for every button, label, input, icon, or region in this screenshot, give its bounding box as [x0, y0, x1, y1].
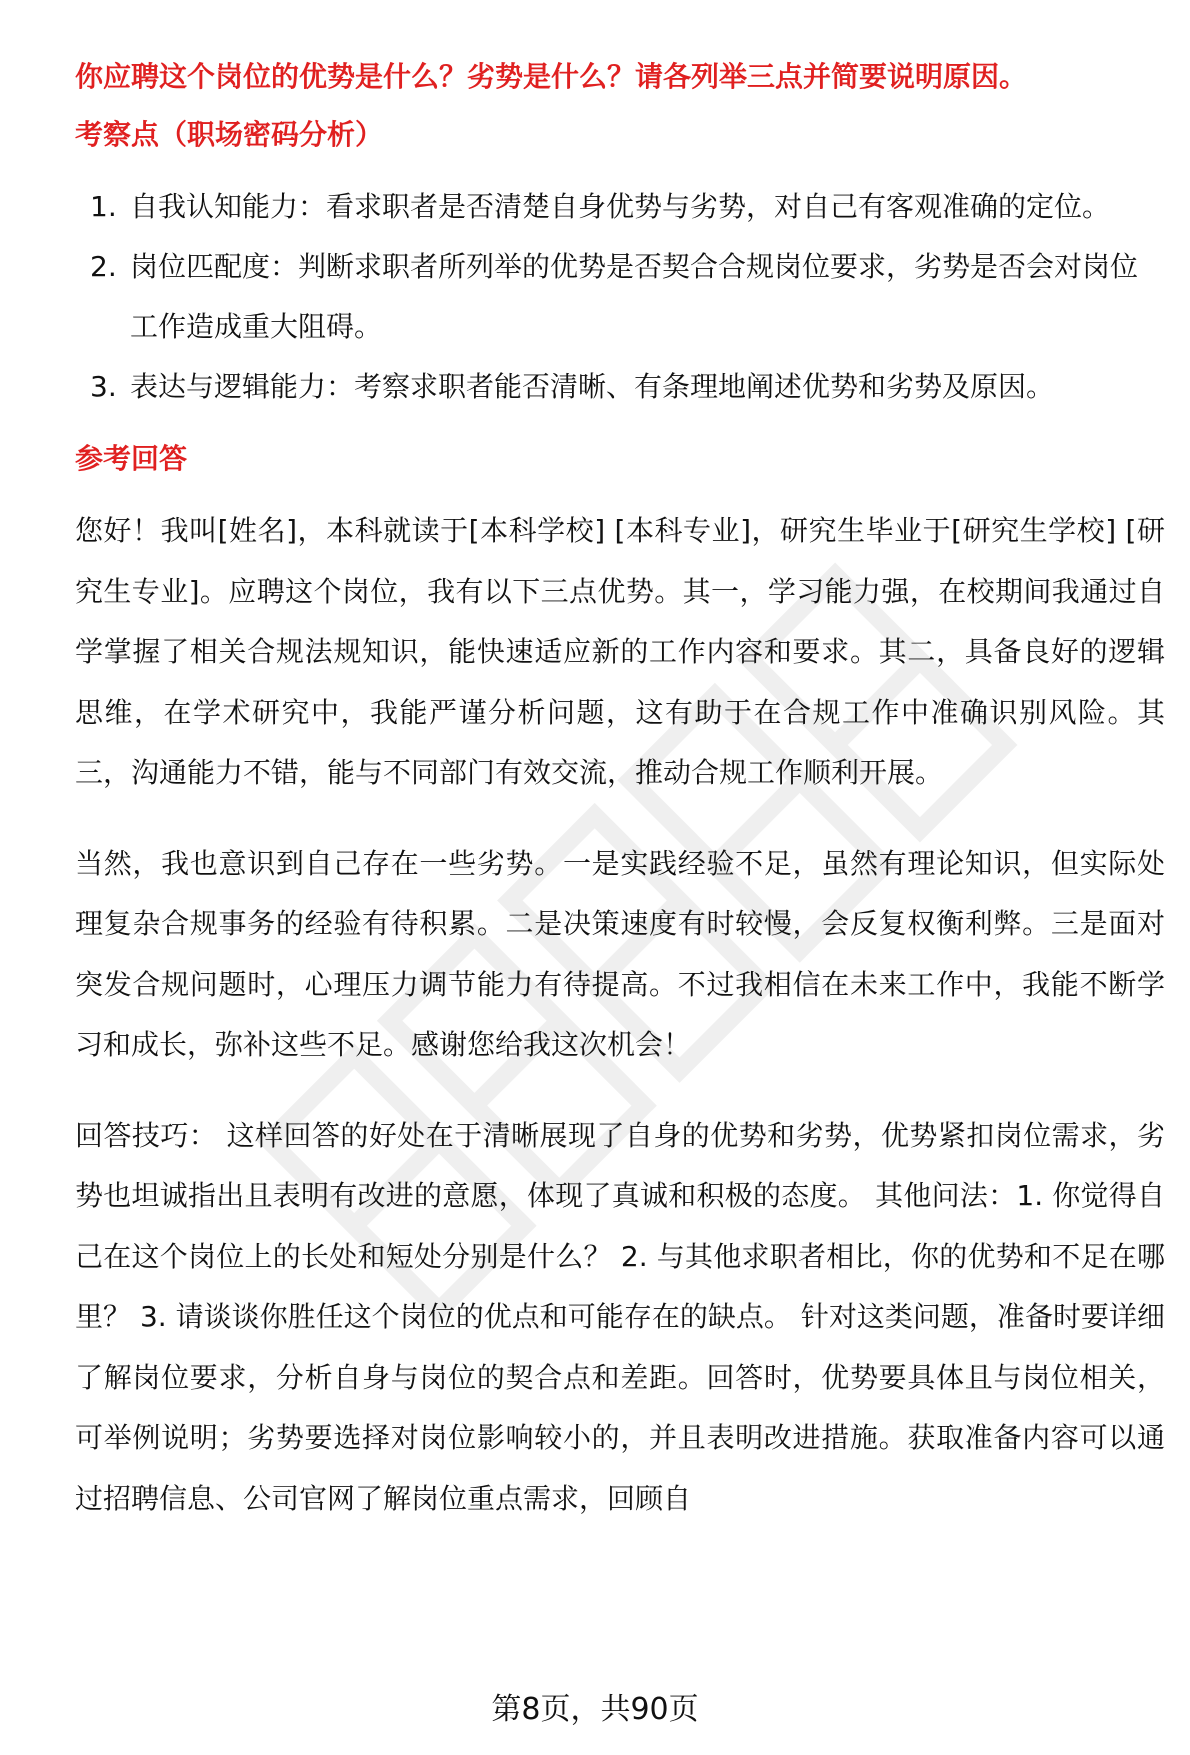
answer-section-title: 参考回答	[75, 442, 188, 475]
exam-point	[75, 357, 1165, 417]
exam-point-text: 表达与逻辑能力：考察求职者能否清晰、有条理地阐述优势和劣势及原因。	[130, 370, 1055, 403]
exam-point-number: 1.	[90, 190, 117, 223]
answer-paragraph-strengths: 您好！我叫[姓名]，本科就读于[本科学校] [本科专业]，研究生毕业于[研究生学校] [研究生专业]。应聘这个岗位，我有以下三点优势。其一，学习能力强，在校期间我通过自学掌握了相关合规法规知识，能快速适应新的工作内容和要求。其二，具备良好的逻辑思维，在学术研究中，我能严谨分析问题，这有助于在合规工作中准确识别风险。其三，沟通能力不错，能与不同部门有效交流，推动合规工作顺利开展。	[75, 514, 1165, 789]
exam-point-number: 3.	[90, 370, 117, 403]
page-number-footer: 第8页，共90页	[491, 1692, 699, 1727]
exam-point	[75, 177, 1165, 237]
exam-section-title: 考察点（职场密码分析）	[75, 118, 384, 151]
question-title: 你应聘这个岗位的优势是什么？劣势是什么？请各列举三点并简要说明原因。	[75, 60, 1028, 93]
document-page	[75, 55, 1165, 1559]
answer-tips-paragraph: 回答技巧： 这样回答的好处在于清晰展现了自身的优势和劣势，优势紧扣岗位需求，劣势也坦诚指出且表明有改进的意愿，体现了真诚和积极的态度。 其他问法：1. 你觉得自己在这个岗位上的长处和短处分别是什么？ 2. 与其他求职者相比，你的优势和不足在哪里？ 3. 请谈谈你胜任这个岗位的优点和可能存在的缺点。 针对这类问题，准备时要详细了解岗位要求，分析自身与岗位的契合点和差距。回答时，优势要具体且与岗位相关，可举例说明；劣势要选择对岗位影响较小的，并且表明改进措施。获取准备内容可以通过招聘信息、公司官网了解岗位重点需求，回顾自	[75, 1118, 1165, 1515]
exam-point-text: 岗位匹配度：判断求职者所列举的优势是否契合合规岗位要求，劣势是否会对岗位工作造成重大阻碍。	[130, 250, 1139, 343]
exam-point	[75, 237, 1165, 357]
exam-points-list	[75, 177, 1165, 417]
exam-point-text: 自我认知能力：看求职者是否清楚自身优势与劣势，对自己有客观准确的定位。	[130, 190, 1111, 223]
exam-point-number: 2.	[90, 250, 117, 283]
answer-paragraph-weaknesses: 当然，我也意识到自己存在一些劣势。一是实践经验不足，虽然有理论知识，但实际处理复杂合规事务的经验有待积累。二是决策速度有时较慢，会反复权衡利弊。三是面对突发合规问题时，心理压力调节能力有待提高。不过我相信在未来工作中，我能不断学习和成长，弥补这些不足。感谢您给我这次机会！	[75, 846, 1165, 1061]
